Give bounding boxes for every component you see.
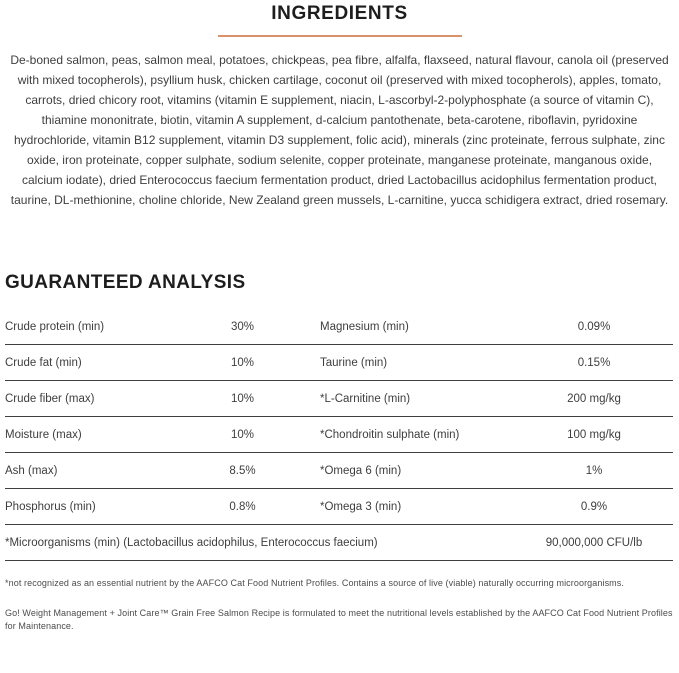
asterisk-footnote: *not recognized as an essential nutrient by the AAFCO Cat Food Nutrient Profiles. Contains a source of live (viable) naturally occurring microorganisms. — [5, 578, 624, 588]
nutrient-value: 0.15% — [577, 356, 611, 369]
aafco-nutritional-statement: Go! Weight Management + Joint Care™ Grain Free Salmon Recipe is formulated to meet the nutritional levels established by the AAFCO Cat Food Nutrient Profiles for Maintenance. — [5, 608, 673, 631]
nutrient-value: 8.5% — [229, 464, 256, 477]
table-row — [5, 417, 673, 453]
nutrient-value: 10% — [230, 356, 255, 369]
nutrient-label: *L-Carnitine (min) — [320, 392, 411, 405]
nutrient-label: Magnesium (min) — [320, 320, 409, 333]
table-row — [5, 381, 673, 417]
nutrient-label: Crude protein (min) — [5, 320, 105, 333]
nutrient-label: *Omega 3 (min) — [320, 500, 402, 513]
accent-divider-rule — [218, 35, 462, 37]
nutrient-value: 200 mg/kg — [567, 392, 621, 405]
table-row — [5, 309, 673, 345]
nutrient-label: Taurine (min) — [320, 356, 388, 369]
table-row — [5, 453, 673, 489]
nutrient-value: 0.8% — [229, 500, 256, 513]
nutrient-label: Phosphorus (min) — [5, 500, 96, 513]
table-row — [5, 489, 673, 525]
table-row — [5, 345, 673, 381]
nutrient-value: 10% — [230, 428, 255, 441]
nutrient-label: *Omega 6 (min) — [320, 464, 402, 477]
ingredients-list-text: De-boned salmon, peas, salmon meal, potatoes, chickpeas, pea fibre, alfalfa, flaxseed, natural flavour, canola oil (preserved with mixed tocopherols), psyllium husk, chicken cartilage, coconut oil (preserved with mixed tocopherols), apples, tomato, carrots, dried chicory root, vitamins (vitamin E supplement, niacin, L-ascorbyl-2-polyphosphate (a source of vitamin C), thiamine mononitrate, biotin, vitamin A supplement, d-calcium pantothenate, beta-carotene, riboflavin, pyridoxine hydrochloride, vitamin B12 supplement, vitamin D3 supplement, folic acid), minerals (zinc proteinate, ferrous sulphate, zinc oxide, iron proteinate, copper sulphate, sodium selenite, copper proteinate, manganese proteinate, manganous oxide, calcium iodate), dried Enterococcus faecium fermentation product, dried Lactobacillus acidophilus fermentation product, taurine, DL-methionine, choline chloride, New Zealand green mussels, L-carnitine, yucca schidigera extract, dried rosemary. — [10, 53, 669, 207]
table-row-microorganisms — [5, 525, 673, 561]
nutrient-label: *Microorganisms (min) (Lactobacillus acidophilus, Enterococcus faecium) — [5, 536, 378, 549]
nutrient-label: Ash (max) — [5, 464, 58, 477]
nutrient-label: Moisture (max) — [5, 428, 82, 441]
nutrient-value: 1% — [585, 464, 603, 477]
nutrient-label: *Chondroitin sulphate (min) — [320, 428, 460, 441]
nutrient-value: 30% — [230, 320, 255, 333]
ingredients-section-title: INGREDIENTS — [271, 3, 408, 24]
nutrient-value: 90,000,000 CFU/lb — [545, 536, 643, 549]
nutrient-value: 0.9% — [580, 500, 608, 513]
guaranteed-analysis-table — [5, 309, 673, 561]
nutrient-label: Crude fat (min) — [5, 356, 82, 369]
nutrient-value: 10% — [230, 392, 255, 405]
nutrient-label: Crude fiber (max) — [5, 392, 95, 405]
guaranteed-analysis-section-title: GUARANTEED ANALYSIS — [5, 272, 246, 293]
nutrient-value: 0.09% — [577, 320, 611, 333]
nutrient-value: 100 mg/kg — [567, 428, 621, 441]
